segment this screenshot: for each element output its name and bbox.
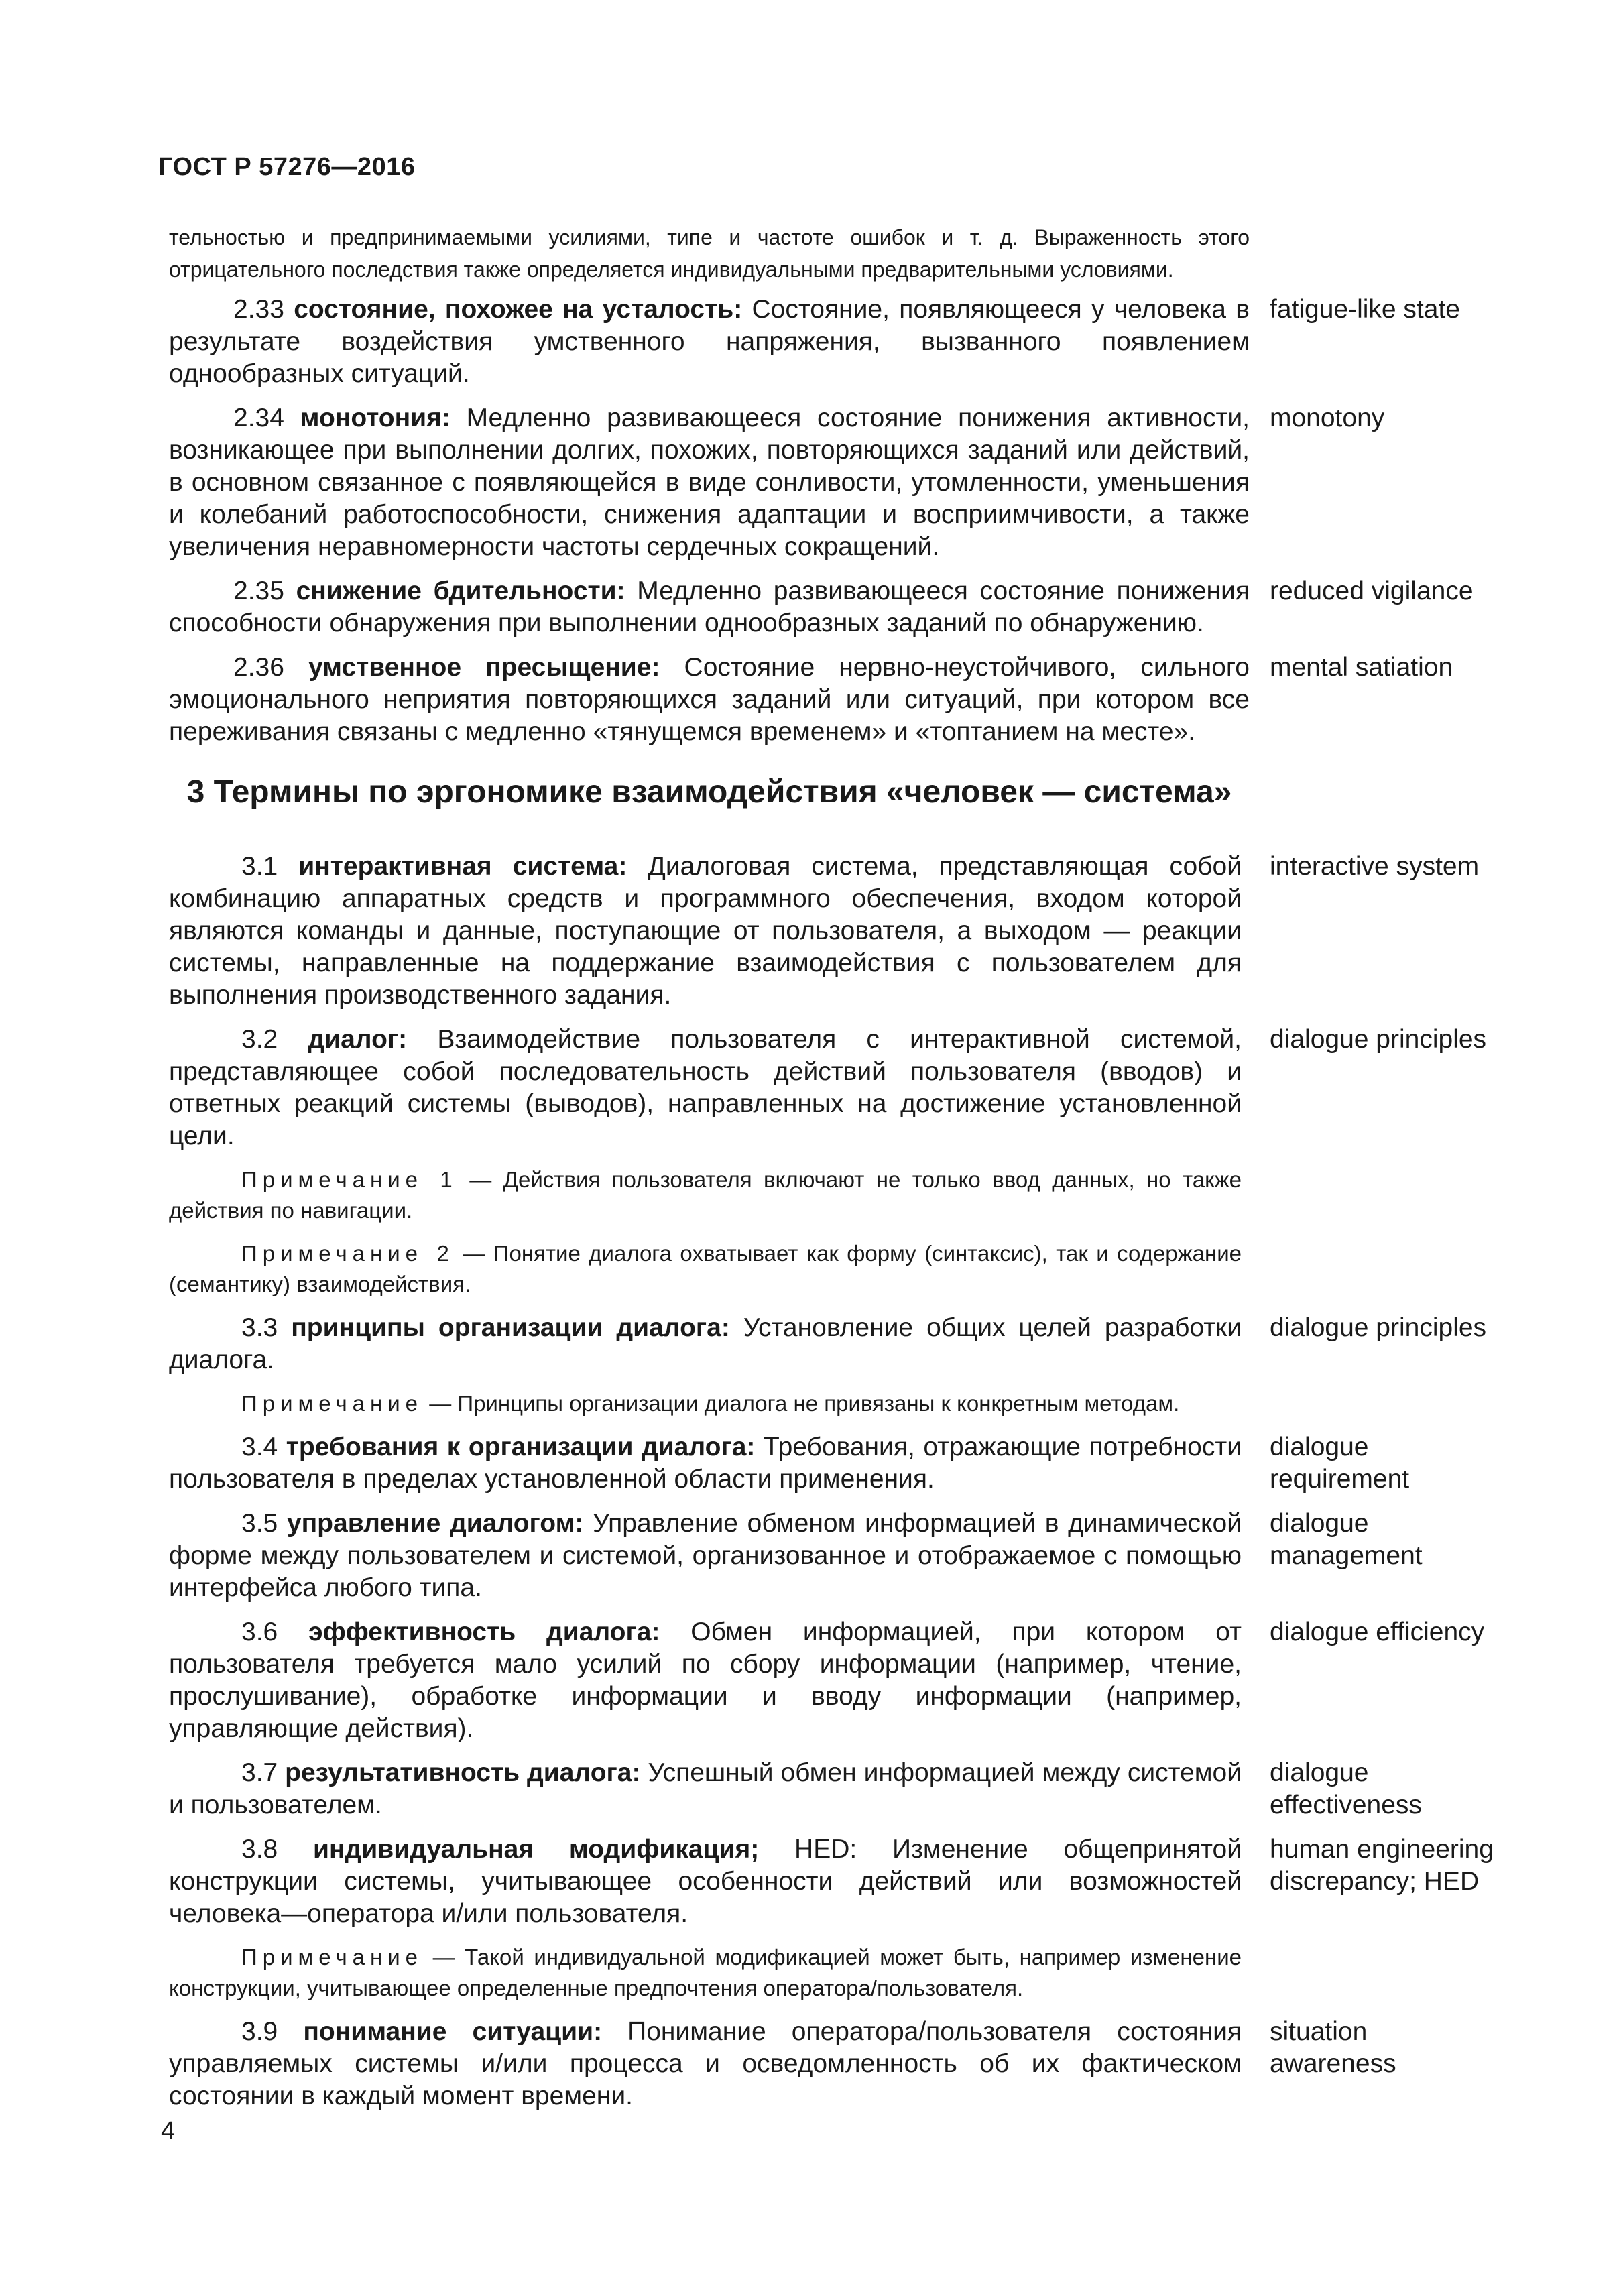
note-3-2-1 (169, 1164, 1242, 1226)
term-name: требования к организации диалога: (286, 1433, 756, 1461)
definition-text: Медленно развивающееся состояние понижения активности, возникающее при выполнении долгих, похожих, повторяющихся заданий или действий, в основном связанное с появляющейся в виде сонливости, утомленности, уменьшения и колебаний работоспособности, снижения адаптации и восприимчивости, а также увеличения неравномерности частоты сердечных сокращений. (169, 404, 1250, 561)
definition (169, 1616, 1242, 1745)
definition-text: Обмен информацией, при котором от пользователя требуется мало усилий по сбору информации (например, чтение, прослушивание), обработке информации и вводу информации (например, управляющие действия). (169, 1618, 1242, 1743)
english-equivalent: reduced vigilance (1270, 577, 1474, 605)
continuation-text: тельностью и предпринимаемыми усилиями, типе и частоте ошибок и т. д. Выраженность этого отрицательного последствия также определяется индивидуальными предварительными условиями. (169, 225, 1250, 282)
english-equivalent: dialogue principles (1270, 1313, 1487, 1342)
term-name: индивидуальная модификация; (313, 1835, 760, 1864)
english-equivalent: interactive system (1270, 852, 1480, 881)
definition (169, 652, 1250, 748)
term-entry-2-36 (169, 652, 1510, 748)
note-text: — Принципы организации диалога не привязаны к конкретным методам. (429, 1391, 1180, 1416)
term-number: 3.9 (241, 2017, 278, 2046)
definition-text: Установление общих целей разработки диалога. (169, 1313, 1242, 1374)
definition (169, 294, 1250, 390)
english-equivalent: human engineering discrepancy; HED (1270, 1835, 1494, 1896)
term-name: диалог: (308, 1025, 408, 1054)
definition-text: Успешный обмен информацией между системой и пользователем. (169, 1758, 1242, 1819)
note-label: Примечание (241, 1391, 424, 1416)
note-3-8 (169, 1942, 1242, 2004)
definition-text: Диалоговая система, представляющая собой комбинацию аппаратных средств и программного обеспечения, входом которой являются команды и данные, поступающие от пользователя, а выходом — реакции системы, направленные на поддержание взаимодействия с пользователем для выполнения производственного задания. (169, 852, 1242, 1010)
note-label: Примечание (241, 1945, 424, 1970)
term-entry-3-9 (169, 2016, 1510, 2112)
term-name: принципы организации диалога: (291, 1313, 730, 1342)
term-name: понимание ситуации: (303, 2017, 603, 2046)
term-number: 3.8 (241, 1835, 278, 1864)
english-equivalent: dialogue requirement (1270, 1433, 1410, 1494)
term-number: 3.7 (241, 1758, 278, 1787)
term-name: умственное пресыщение: (308, 653, 660, 682)
definition (169, 1508, 1242, 1604)
term-number: 2.33 (233, 295, 284, 324)
term-name: эффективность диалога: (308, 1618, 660, 1646)
page-number: 4 (161, 2117, 176, 2145)
term-entry-3-7 (169, 1757, 1510, 1821)
english-equivalent: fatigue-like state (1270, 295, 1460, 324)
term-entry-3-8 (169, 1833, 1510, 1930)
definition (169, 402, 1250, 563)
definition (169, 1312, 1242, 1376)
term-name: результативность диалога: (285, 1758, 641, 1787)
definition (169, 2016, 1242, 2112)
definition (169, 1833, 1242, 1930)
term-number: 3.1 (241, 852, 278, 881)
document-code-header: ГОСТ Р 57276—2016 (158, 153, 416, 181)
term-entry-3-5 (169, 1508, 1510, 1604)
definition-text: Понимание оператора/пользователя состояния управляемых системы и/или процесса и осведомленность об их фактическом состоянии в каждый момент времени. (169, 2017, 1242, 2110)
term-number: 2.34 (233, 404, 284, 432)
term-entry-2-33 (169, 294, 1510, 390)
term-entry-3-6 (169, 1616, 1510, 1745)
term-entry-3-3 (169, 1312, 1510, 1376)
term-entry-3-4 (169, 1431, 1510, 1496)
term-number: 3.5 (241, 1509, 278, 1538)
english-equivalent: monotony (1270, 404, 1385, 432)
term-entry-2-35 (169, 575, 1510, 640)
term-number: 3.6 (241, 1618, 278, 1646)
page-content (169, 221, 1510, 2124)
note-text: — Действия пользователя включают не только ввод данных, но также действия по навигации. (169, 1167, 1242, 1223)
term-name: интерактивная система: (298, 852, 627, 881)
note-text: — Понятие диалога охватывает как форму (синтаксис), так и содержание (семантику) взаимодействия. (169, 1241, 1242, 1296)
definition-text: Управление обменом информацией в динамической форме между пользователем и системой, организованное и отображаемое с помощью интерфейса любого типа. (169, 1509, 1242, 1602)
definition (169, 1024, 1242, 1152)
term-name: управление диалогом: (286, 1509, 584, 1538)
definition-text: Состояние, появляющееся у человека в результате воздействия умственного напряжения, вызванного появлением однообразных ситуаций. (169, 295, 1250, 388)
english-equivalent: dialogue efficiency (1270, 1618, 1485, 1646)
definition-text: Взаимодействие пользователя с интерактивной системой, представляющее собой последовательность действий пользователя (вводов) и ответных реакций системы (выводов), направленных на достижение установленной цели. (169, 1025, 1242, 1150)
definition-text: Состояние нервно-неустойчивого, сильного эмоционального неприятия повторяющихся заданий или ситуаций, при котором все переживания связаны с медленно «тянущемся временем» и «топтанием на месте». (169, 653, 1250, 746)
note-3-2-2 (169, 1238, 1242, 1300)
term-number: 3.4 (241, 1433, 278, 1461)
section-3-title: 3 Термины по эргономике взаимодействия «человек — система» (186, 774, 1232, 810)
english-equivalent: dialogue effectiveness (1270, 1758, 1422, 1819)
english-equivalent: dialogue principles (1270, 1025, 1487, 1054)
term-number: 3.2 (241, 1025, 278, 1054)
note-3-3 (169, 1388, 1242, 1419)
term-name: состояние, похожее на усталость: (294, 295, 743, 324)
note-label: Примечание 2 (241, 1241, 455, 1266)
definition (169, 1757, 1242, 1821)
term-entry-3-2 (169, 1024, 1510, 1152)
term-entry-2-34 (169, 402, 1510, 563)
term-number: 2.35 (233, 577, 284, 605)
definition-text: HED: Изменение общепринятой конструкции системы, учитывающее особенности действий или возможностей человека—оператора и/или пользователя. (169, 1835, 1242, 1928)
term-name: монотония: (300, 404, 450, 432)
term-entry-3-1 (169, 851, 1510, 1012)
note-text: — Такой индивидуальной модификацией может быть, например изменение конструкции, учитывающее определенные предпочтения оператора/пользователя. (169, 1945, 1242, 2000)
english-equivalent: dialogue management (1270, 1509, 1423, 1570)
english-equivalent: situation awareness (1270, 2017, 1396, 2078)
term-number: 3.3 (241, 1313, 278, 1342)
english-equivalent: mental satiation (1270, 653, 1453, 682)
definition (169, 575, 1250, 640)
definition-text: Требования, отражающие потребности пользователя в пределах установленной области применения. (169, 1433, 1242, 1494)
note-label: Примечание 1 (241, 1167, 458, 1192)
term-name: снижение бдительности: (296, 577, 625, 605)
definition-text: Медленно развивающееся состояние понижения способности обнаружения при выполнении однообразных заданий по обнаружению. (169, 577, 1250, 638)
term-number: 2.36 (233, 653, 284, 682)
definition (169, 851, 1242, 1012)
definition (169, 1431, 1242, 1496)
